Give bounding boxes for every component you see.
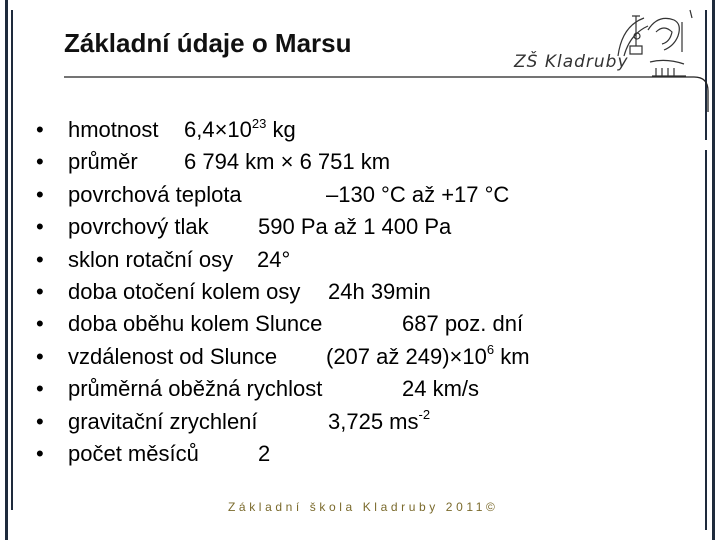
fact-label: gravitační zrychlení xyxy=(68,408,258,434)
bullet-icon: • xyxy=(36,440,44,466)
list-item xyxy=(36,179,686,211)
fact-value: 24 km/s xyxy=(402,376,480,402)
fact-label: vzdálenost od Slunce xyxy=(68,343,278,369)
fact-label: hmotnost xyxy=(68,117,159,142)
list-item xyxy=(36,308,686,340)
list-item xyxy=(36,211,686,243)
list-item xyxy=(36,438,686,470)
fact-value-unit: kg xyxy=(266,117,296,142)
fact-value xyxy=(326,341,530,373)
fact-label: povrchový tlak xyxy=(68,214,209,240)
fact-label: průměrná oběžná rychlost xyxy=(68,376,323,402)
fact-value xyxy=(184,114,296,146)
bullet-icon: • xyxy=(36,181,44,207)
fact-label: doba otočení kolem osy xyxy=(68,278,301,304)
fact-value-exponent: 6 xyxy=(486,342,495,358)
bullet-icon: • xyxy=(36,246,44,272)
fact-value: 6 794 km × 6 751 km xyxy=(184,149,391,175)
bullet-icon: • xyxy=(36,311,44,337)
bullet-icon: • xyxy=(36,117,44,142)
fact-label: povrchová teplota xyxy=(68,181,242,207)
bullet-icon: • xyxy=(36,408,44,434)
footer-text: Základní škola Kladruby 2011© xyxy=(228,500,499,514)
fact-value: 687 poz. dní xyxy=(402,311,524,337)
list-item xyxy=(36,146,686,178)
list-item xyxy=(36,406,686,438)
fact-value-exponent: -2 xyxy=(418,407,431,423)
fact-value xyxy=(328,406,430,438)
fact-value-text: 3,725 ms xyxy=(328,408,419,434)
fact-value: 2 xyxy=(258,440,271,466)
fact-label: doba oběhu kolem Slunce xyxy=(68,311,323,337)
slide-title: Základní údaje o Marsu xyxy=(64,28,352,58)
fact-value-unit: km xyxy=(494,343,530,369)
bullet-icon: • xyxy=(36,278,44,304)
fact-label: průměr xyxy=(68,149,138,175)
logo-text: ZŠ Kladruby xyxy=(514,52,629,72)
bullet-icon: • xyxy=(36,376,44,402)
bullet-icon: • xyxy=(36,343,44,369)
fact-value: 24h 39min xyxy=(328,278,431,304)
list-item xyxy=(36,276,686,308)
fact-label: sklon rotační osy xyxy=(68,246,234,272)
list-item xyxy=(36,373,686,405)
fact-label: počet měsíců xyxy=(68,440,199,466)
fact-value-text: 6,4×10 xyxy=(184,117,252,142)
fact-value: –130 °C až +17 °C xyxy=(326,181,510,207)
list-item xyxy=(36,244,686,276)
fact-value-exponent: 23 xyxy=(251,115,267,131)
list-item xyxy=(36,114,686,146)
fact-value-text: (207 až 249)×10 xyxy=(326,343,487,369)
left-frame-decoration xyxy=(5,0,15,540)
list-item xyxy=(36,341,686,373)
school-logo xyxy=(506,6,706,82)
fact-value: 24° xyxy=(257,246,291,272)
facts-list xyxy=(36,114,686,470)
bullet-icon: • xyxy=(36,149,44,175)
fact-value: 590 Pa až 1 400 Pa xyxy=(258,214,452,240)
bullet-icon: • xyxy=(36,214,44,240)
